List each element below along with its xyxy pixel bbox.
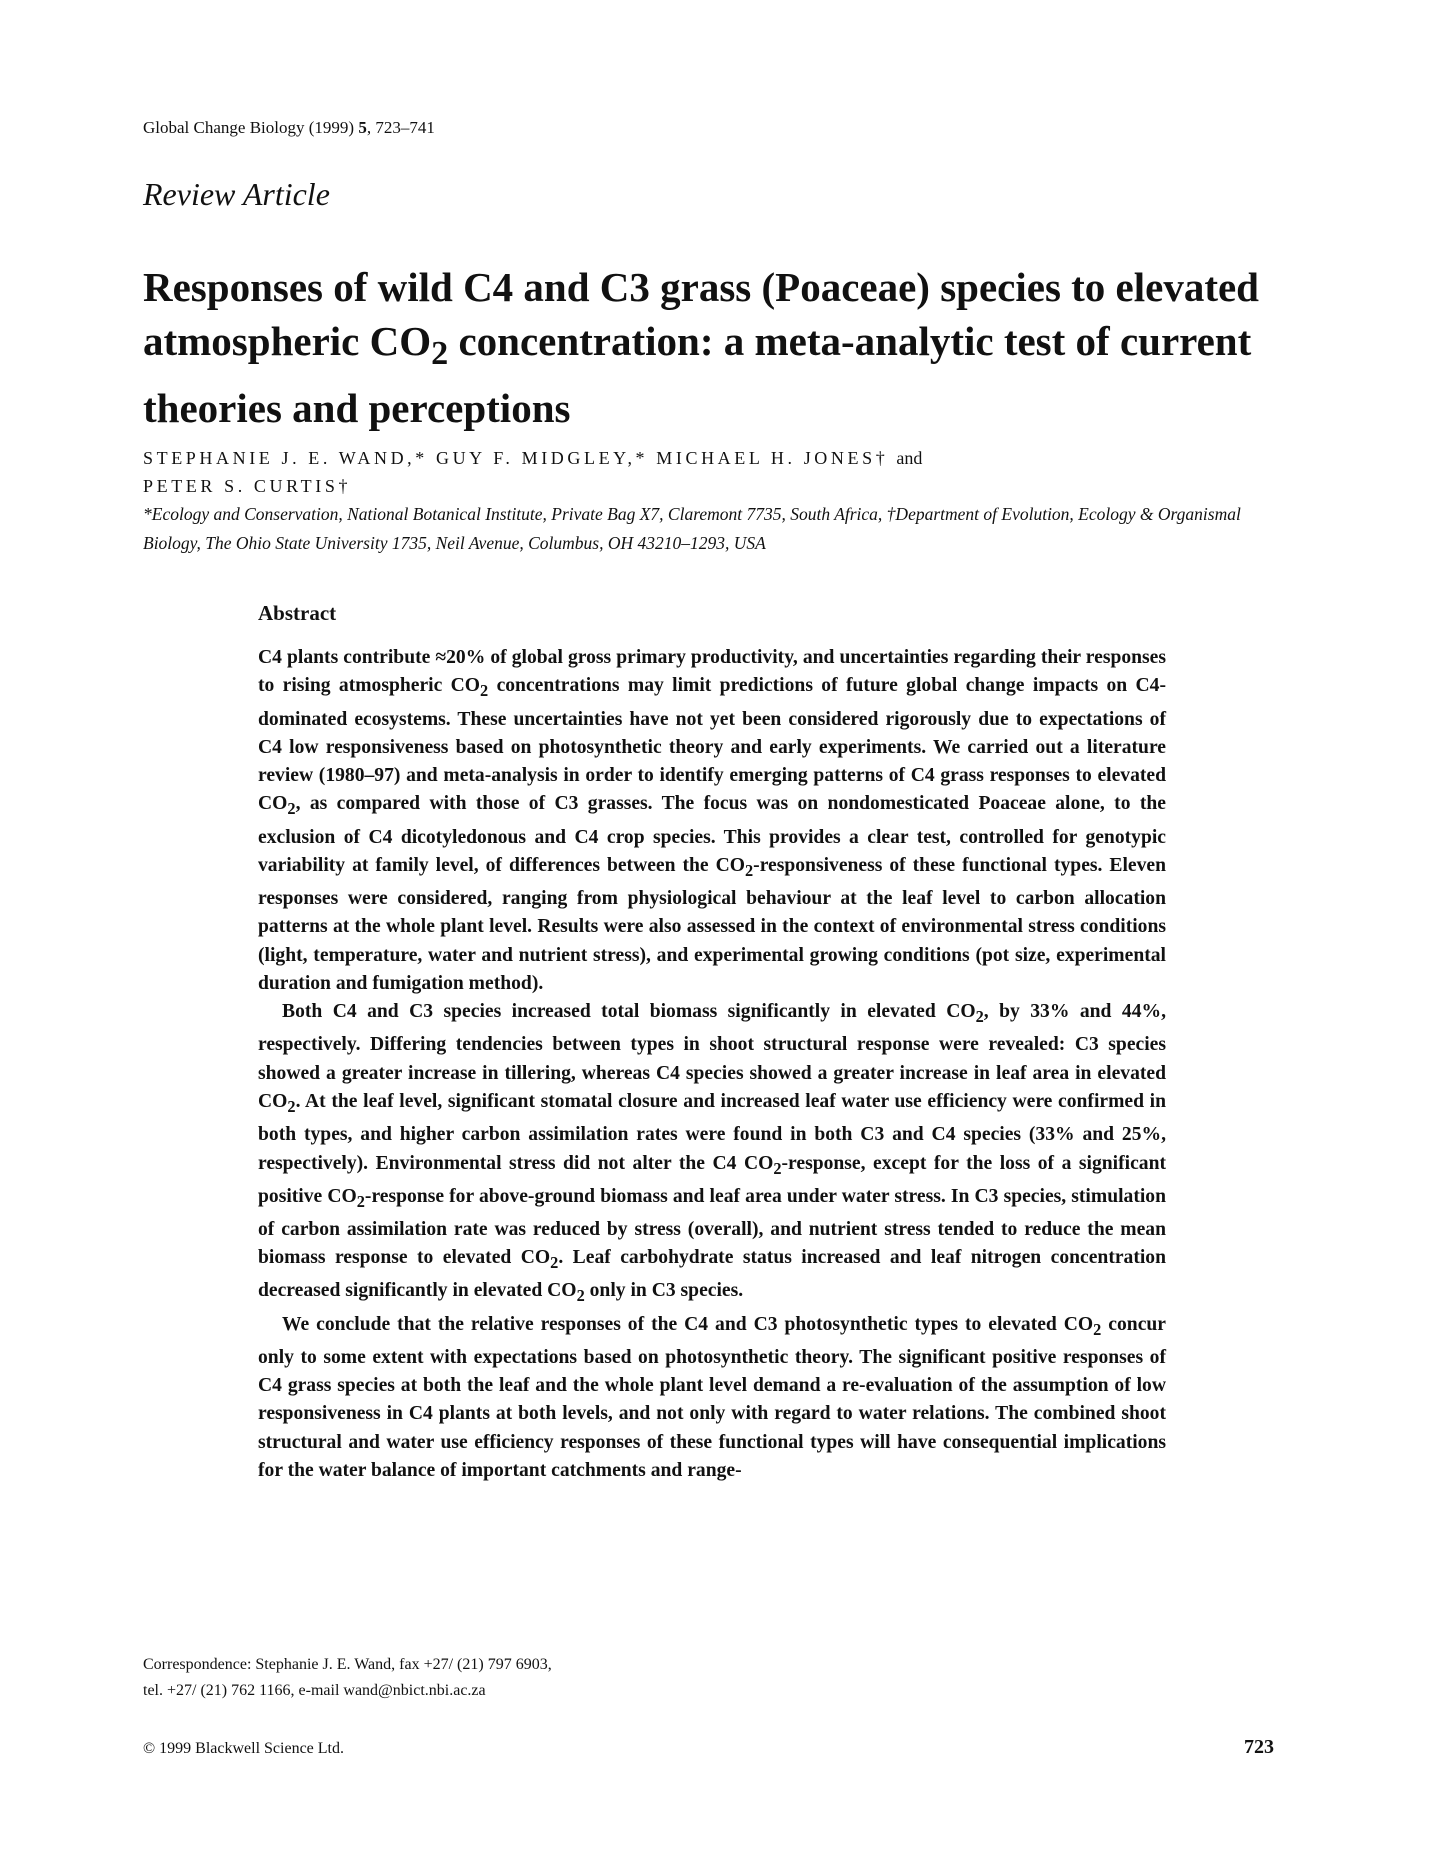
author-affiliations: *Ecology and Conservation, National Botanical Institute, Private Bag X7, Claremont 7735, South Africa, †Department of Evolution, Ecology & Organismal Biology, The Ohio State University 1735, Neil Avenue, Columbus, OH 43210–1293, USA xyxy=(143,504,1241,553)
journal-volume: 5 xyxy=(358,118,367,137)
abstract-paragraph-2: Both C4 and C3 species increased total biomass significantly in elevated $CO_2$, by 33% and 44%, respectively. Differing tendencies between types in shoot structural response were revealed: C3 species showed a greater increase in tillering, whereas C4 species showed a greater increase in leaf area in elevated $CO_2$. At the leaf level, significant stomatal closure and increased leaf water use efficiency were confirmed in both types, and higher carbon assimilation rates were found in both C3 and C4 species (33% and 25%, respectively). Environmental stress did not alter the C4 $CO_2$-response, except for the loss of a significant positive $CO_2$-response for above-ground biomass and leaf area under water stress. In C3 species, stimulation of carbon assimilation rate was reduced by stress (overall), and nutrient stress tended to reduce the mean biomass response to elevated $CO_2$. Leaf carbohydrate status increased and leaf nitrogen concentration decreased significantly in elevated $CO_2$ only in C3 species. xyxy=(258,1001,1167,1306)
correspondence-line-1: Correspondence: Stephanie J. E. Wand, fax +27/ (21) 797 6903, xyxy=(143,1656,552,1673)
author-list xyxy=(143,444,1303,500)
author-curtis: PETER S. CURTIS† xyxy=(143,476,352,496)
journal-pages: 723–741 xyxy=(375,118,435,137)
author-conjunction: and xyxy=(896,448,923,468)
article-title: Responses of wild C4 and C3 grass (Poaceae) species to elevated atmospheric $CO_2$ concentration: a meta-analytic test of current theories and perceptions xyxy=(143,264,1259,432)
page-number: 723 xyxy=(1244,1736,1274,1758)
correspondence-line-2: tel. +27/ (21) 762 1166, e-mail wand@nbict.nbi.ac.za xyxy=(143,1682,486,1699)
journal-citation: Global Change Biology (1999) 5, 723–741 xyxy=(143,118,435,137)
author-wand: STEPHANIE J. E. WAND,* xyxy=(143,448,428,468)
abstract-heading: Abstract xyxy=(258,601,337,625)
journal-name: Global Change Biology (1999) xyxy=(143,118,355,137)
copyright-notice: © 1999 Blackwell Science Ltd. xyxy=(143,1740,344,1757)
correspondence-note xyxy=(143,1652,552,1704)
abstract-paragraph-1: C4 plants contribute ≈20% of global gross primary productivity, and uncertainties regarding their responses to rising atmospheric $CO_2$ concentrations may limit predictions of future global change impacts on C4-dominated ecosystems. These uncertainties have not yet been considered rigorously due to expectations of C4 low responsiveness based on photosynthetic theory and early experiments. We carried out a literature review (1980–97) and meta-analysis in order to identify emerging patterns of C4 grass responses to elevated $CO_2$, as compared with those of C3 grasses. The focus was on nondomesticated Poaceae alone, to the exclusion of C4 dicotyledonous and C4 crop species. This provides a clear test, controlled for genotypic variability at family level, of differences between the $CO_2$-responsiveness of these functional types. Eleven responses were considered, ranging from physiological behaviour at the leaf level to carbon allocation patterns at the whole plant level. Results were also assessed in the context of environmental stress conditions (light, temperature, water and nutrient stress), and experimental growing conditions (pot size, experimental duration and fumigation method). xyxy=(258,647,1166,994)
article-type: Review Article xyxy=(143,176,330,212)
abstract-paragraph-3: We conclude that the relative responses of the C4 and C3 photosynthetic types to elevated $CO_2$ concur only to some extent with expectations based on photosynthetic theory. The significant positive responses of C4 grass species at both the leaf and the whole plant level demand a re-evaluation of the assumption of low responsiveness in C4 plants at both levels, and not only with regard to water relations. The combined shoot structural and water use efficiency responses of these functional types will have consequential implications for the water balance of important catchments and range- xyxy=(258,1313,1166,1482)
author-jones: MICHAEL H. JONES† xyxy=(656,448,889,468)
abstract-body xyxy=(258,644,1166,1485)
author-midgley: GUY F. MIDGLEY,* xyxy=(435,448,649,468)
